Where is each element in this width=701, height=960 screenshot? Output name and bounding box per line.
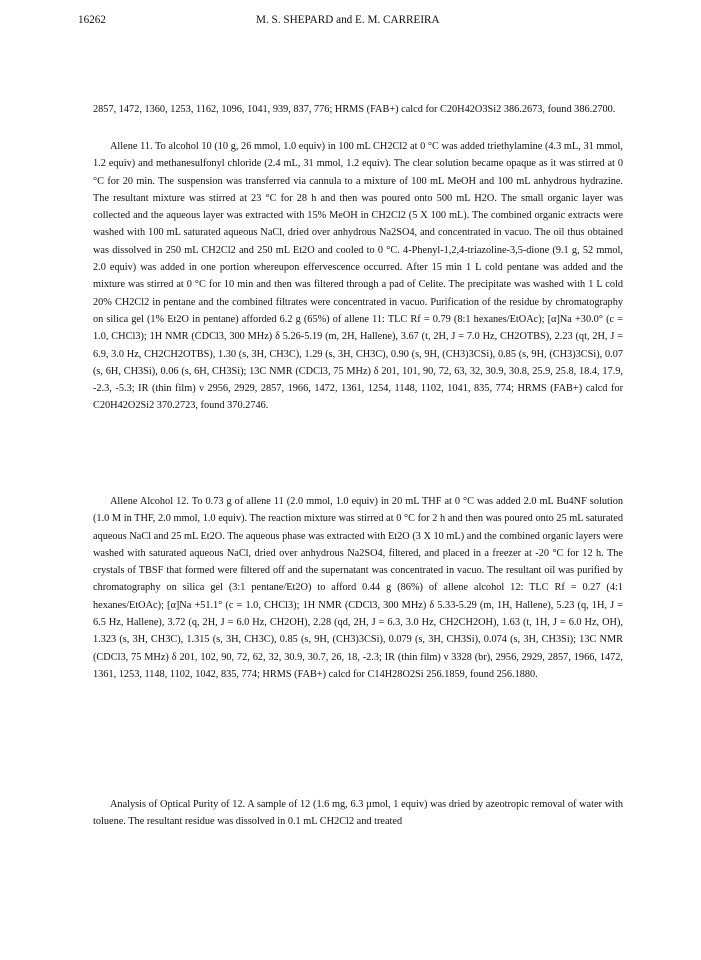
paragraph-allene-alcohol-12: Allene Alcohol 12. To 0.73 g of allene 11 (2.0 mmol, 1.0 equiv) in 20 mL THF at 0 °C was added 2.0 mL Bu4NF solution (1.0 M in THF, 2.0 mmol, 1.0 equiv). The reaction mixture was stirred at 0 °C for 2 h and then was poured onto 25 mL saturated aqueous NaCl and 25 mL Et2O. The aqueous phase was extracted with Et2O (3 X 10 mL) and the combined organic layers were washed with saturated aqueous NaCl, dried over anhydrous Na2SO4, filtered, and placed in a freezer at -20 °C for 12 h. The crystals of TBSF that formed were filtered off and the supernatant was concentrated in vacuo. The resultant oil was purified by chromatography on silica gel (3:1 pentane/Et2O) to afford 0.44 g (86%) of allene alcohol 12: TLC Rf = 0.27 (4:1 hexanes/EtOAc); [α]Na +51.1° (c = 1.0, CHCl3); 1H NMR (CDCl3, 300 MHz) δ 5.33-5.29 (m, 1H, Hallene), 5.23 (q, 1H, J = 6.5 Hz, Hallene), 3.72 (q, 2H, J = 6.0 Hz, CH2OH), 2.28 (qd, 2H, J = 6.3, 3.0 Hz, CH2CH2OH), 1.63 (t, 1H, J = 6.0 Hz, OH), 1.323 (s, 3H, CH3C), 1.315 (s, 3H, CH3C), 0.85 (s, 9H, (CH3)3CSi), 0.079 (s, 3H, CH3Si), 0.074 (s, 3H, CH3Si); 13C NMR (CDCl3, 75 MHz) δ 201, 102, 90, 72, 62, 32, 30.9, 30.7, 26, 18, -2.3; IR (thin film) ν 3328 (br), 2956, 2929, 2857, 1966, 1472, 1361, 1253, 1148, 1102, 1042, 835, 774; HRMS (FAB+) calcd for C14H28O2Si 256.1859, found 256.1880. — [93, 496, 623, 680]
running-head-authors: M. S. SHEPARD and E. M. CARREIRA — [256, 14, 440, 26]
paragraph-optical-purity: Analysis of Optical Purity of 12. A sample of 12 (1.6 mg, 6.3 µmol, 1 equiv) was dried by azeotropic removal of water with toluene. The resultant residue was dissolved in 0.1 mL CH2Cl2 and treated — [93, 799, 623, 828]
paragraph-allene-11: Allene 11. To alcohol 10 (10 g, 26 mmol, 1.0 equiv) in 100 mL CH2Cl2 at 0 °C was added triethylamine (4.3 mL, 31 mmol, 1.2 equiv) and methanesulfonyl chloride (2.4 mL, 31 mmol, 1.2 equiv). The clear solution became opaque as it was stirred at 0 °C for 20 min. The suspension was transferred via cannula to a mixture of 100 mL MeOH and 100 mL anhydrous hydrazine. The resultant mixture was stirred at 23 °C for 28 h and then was poured onto 500 mL H2O. The small organic layer was collected and the aqueous layer was extracted with 15% MeOH in CH2Cl2 (5 X 100 mL). The combined organic extracts were washed with 100 mL saturated aqueous NaCl, dried over anhydrous Na2SO4, and concentrated in vacuo. The oil thus obtained was dissolved in 250 mL CH2Cl2 and 250 mL Et2O and cooled to 0 °C. 4-Phenyl-1,2,4-triazoline-3,5-dione (9.1 g, 52 mmol, 2.0 equiv) was added in one portion whereupon effervescence occurred. After 15 min 1 L cold pentane was added and the mixture was stirred at 0 °C for 10 min and then was filtered through a pad of Celite. The precipitate was washed with 1 L cold 20% CH2Cl2 in pentane and the combined filtrates were concentrated in vacuo. Purification of the residue by chromatography on silica gel (1% Et2O in pentane) afforded 6.2 g (65%) of allene 11: TLC Rf = 0.79 (8:1 hexanes/EtOAc); [α]Na +30.0° (c = 1.0, CHCl3); 1H NMR (CDCl3, 300 MHz) δ 5.26-5.19 (m, 2H, Hallene), 3.67 (t, 2H, J = 7.0 Hz, CH2OTBS), 2.23 (qt, 2H, J = 6.9, 3.0 Hz, CH2CH2OTBS), 1.30 (s, 3H, CH3C), 1.29 (s, 3H, CH3C), 0.90 (s, 9H, (CH3)3CSi), 0.85 (s, 9H, (CH3)3CSi), 0.07 (s, 6H, CH3Si), 0.06 (s, 6H, CH3Si); 13C NMR (CDCl3, 75 MHz) δ 201, 101, 90, 72, 63, 32, 30.9, 30.8, 25.9, 25.8, 18.4, 17.9, -2.3, -5.3; IR (thin film) ν 2956, 2929, 2857, 1966, 1472, 1361, 1254, 1148, 1102, 1041, 835, 774; HRMS (FAB+) calcd for C20H42O2Si2 370.2723, found 370.2746. — [93, 141, 623, 412]
page-header — [78, 14, 641, 34]
paragraph-previous-continuation: 2857, 1472, 1360, 1253, 1162, 1096, 1041, 939, 837, 776; HRMS (FAB+) calcd for C20H42O3Si2 386.2673, found 386.2700. — [93, 104, 616, 115]
page-number: 16262 — [78, 14, 106, 26]
